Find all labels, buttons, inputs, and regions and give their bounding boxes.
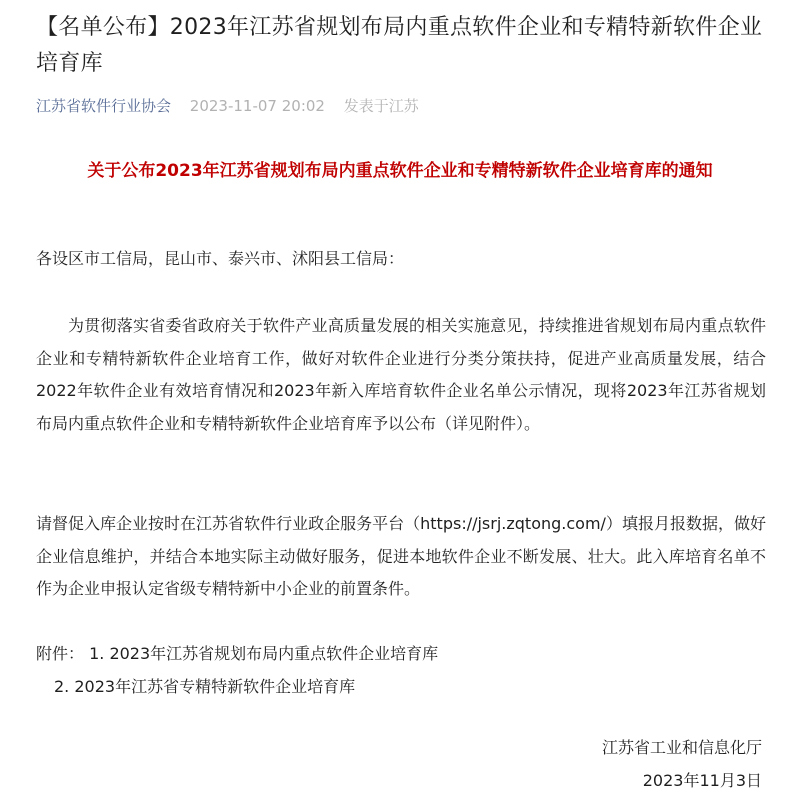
salutation: 各设区市工信局，昆山市、泰兴市、沭阳县工信局： — [36, 249, 405, 268]
attachment-item-1: 附件： 1. 2023年江苏省规划布局内重点软件企业培育库 — [36, 644, 439, 663]
attachment-item-2: 2. 2023年江苏省专精特新软件企业培育库 — [54, 677, 356, 696]
body-paragraph-2: 请督促入库企业按时在江苏省软件行业政企服务平台（https://jsrj.zqtong.com/）填报月报数据，做好企业信息维护，并结合本地实际主动做好服务，促进本地软件企业不断发展、壮大。此入库培育名单不作为企业申报认定省级专精特新中小企业的前置条件。 — [36, 514, 766, 598]
article-title: 【名单公布】2023年江苏省规划布局内重点软件企业和专精特新软件企业培育库 — [36, 15, 763, 76]
notice-heading: 关于公布2023年江苏省规划布局内重点软件企业和专精特新软件企业培育库的通知 — [87, 161, 713, 181]
signature-date: 2023年11月3日 — [642, 771, 762, 790]
article-meta — [36, 94, 419, 118]
author-link[interactable]: 江苏省软件行业协会 — [36, 97, 172, 115]
signature-block — [602, 731, 762, 797]
body-paragraph-1: 为贯彻落实省委省政府关于软件产业高质量发展的相关实施意见，持续推进省规划布局内重点软件企业和专精特新软件企业培育工作，做好对软件企业进行分类分策扶持，促进产业高质量发展，结合2022年软件企业有效培育情况和2023年新入库培育软件企业名单公示情况，现将2023年江苏省规划布局内重点软件企业和专精特新软件企业培育库予以公布（详见附件）。 — [36, 316, 766, 433]
publish-time: 2023-11-07 20:02 — [189, 97, 325, 115]
signature-org: 江苏省工业和信息化厅 — [601, 738, 762, 757]
publish-location: 发表于江苏 — [343, 97, 419, 115]
